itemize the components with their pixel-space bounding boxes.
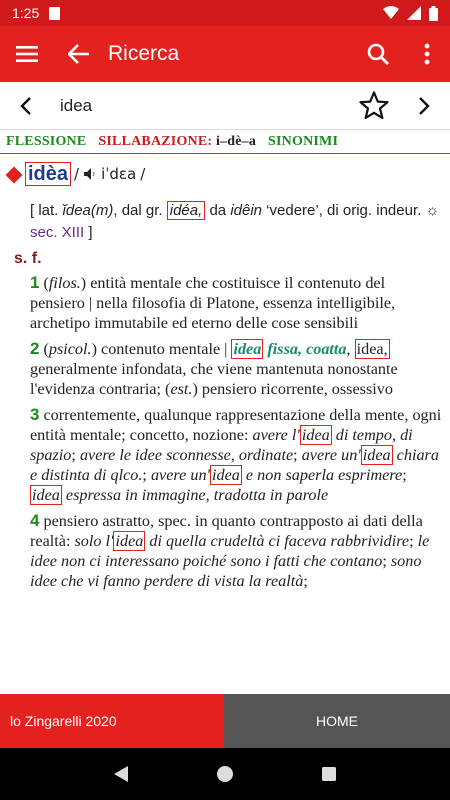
status-bar [0, 0, 450, 26]
phrase-highlight: fissa, coatta [263, 340, 347, 358]
current-word: idea [60, 95, 93, 115]
bottom-bar [0, 694, 450, 748]
diamond-icon [6, 167, 23, 184]
example: chiara e distinta di qlco. [30, 446, 439, 484]
chevron-left-icon [20, 97, 32, 115]
pronunciation [74, 165, 145, 183]
tab-inflection[interactable]: FLESSIONE [6, 134, 87, 149]
sense-domain: filos. [48, 274, 81, 292]
etym-close: ] [84, 224, 93, 241]
page-title: Ricerca [108, 42, 180, 65]
star-icon [359, 91, 389, 120]
entry-tabs [6, 134, 446, 150]
home-button[interactable]: HOME [224, 694, 450, 748]
sense-text: ; [409, 532, 418, 550]
idea-link[interactable]: idea [32, 486, 60, 504]
home-circle-icon[interactable] [216, 765, 234, 783]
system-nav-bar [0, 748, 450, 800]
etym-century: sec. XIII [30, 224, 85, 241]
app-bar [0, 26, 450, 82]
example: sono idee che vi fanno perdere di vista la realtà [30, 552, 422, 590]
etym-open: [ lat. [30, 202, 63, 219]
back-triangle-icon[interactable] [113, 765, 129, 783]
wifi-icon [383, 6, 399, 20]
more-vert-icon [424, 43, 430, 65]
example: avere un' [301, 446, 361, 464]
example: espressa in immagine, tradotta in parole [61, 486, 329, 504]
dictionary-entry [0, 156, 450, 694]
chevron-right-icon [418, 97, 430, 115]
search-button[interactable] [352, 26, 404, 82]
sense-number: 1 [30, 273, 40, 292]
arrow-left-icon [68, 44, 90, 64]
headword-line [8, 162, 145, 186]
search-icon [367, 43, 389, 65]
sense-text: ; [402, 466, 407, 484]
back-button[interactable] [54, 26, 104, 82]
sense-text: ; [71, 446, 80, 464]
sense-text: ( [43, 340, 49, 358]
sense-text: ; [142, 466, 151, 484]
etym-greek-link[interactable]: idéa, [167, 201, 206, 220]
recents-square-icon[interactable] [321, 766, 337, 782]
sense-text: ) pensiero ricorrente, ossessivo [192, 380, 393, 398]
signal-icon [407, 6, 421, 20]
idea-link[interactable]: idea, [356, 340, 388, 358]
sense-number: 3 [30, 405, 40, 424]
status-time: 1:25 [12, 5, 40, 21]
speaker-icon[interactable] [83, 167, 97, 181]
sun-icon: ☼ [425, 202, 440, 219]
etym-gr-intro: , dal gr. [113, 202, 167, 219]
sense-text: ; [382, 552, 391, 570]
sense-text: pensiero astratto, spec. in quanto contrapposto ai dati della realtà: [30, 512, 423, 550]
sense-text: , [346, 340, 355, 358]
headword: idèa [25, 162, 71, 186]
tabs-divider [0, 153, 450, 154]
example: e non saperla esprimere [241, 466, 403, 484]
idea-link[interactable]: idea [301, 426, 330, 444]
sense-domain: psicol. [48, 340, 92, 358]
sense-text: ; [293, 446, 302, 464]
sense-text: ) entità mentale che costituisce il contenuto del pensiero | nella filosofia di Platone, essenza intelligibile, archetipo immutabile ed eterno delle cose sensibili [30, 274, 396, 332]
sense-4 [30, 511, 442, 591]
idea-link[interactable]: idea [233, 340, 262, 358]
sense-text: correntemente, qualunque rappresentazione della mente, ogni entità mentale; concetto, nozione: [30, 406, 442, 444]
tab-synonyms[interactable]: SINONIMI [268, 134, 339, 149]
idea-link[interactable]: idea [115, 532, 144, 550]
example: di tempo, di spazio [30, 426, 413, 464]
favorite-button[interactable] [350, 82, 398, 130]
pron-ipa: iˈdɛa [101, 165, 137, 183]
example: avere l' [252, 426, 300, 444]
sense-3 [30, 405, 442, 505]
senses-list [30, 273, 442, 597]
etym-greek2: idêin [230, 202, 263, 219]
sense-1 [30, 273, 442, 333]
example: di quella crudeltà ci faceva rabbrividire [145, 532, 410, 550]
etymology [30, 200, 440, 244]
word-navigation [0, 82, 450, 130]
etym-from: da [205, 202, 231, 219]
sense-number: 4 [30, 511, 40, 530]
etym-rest: ‘vedere’, di orig. indeur. [262, 202, 426, 219]
sense-number: 2 [30, 339, 40, 358]
status-icons [383, 6, 438, 21]
idea-link[interactable]: idea [362, 446, 391, 464]
etym-latin: ĭdea(m) [62, 202, 114, 219]
hamburger-icon [16, 46, 38, 62]
sense-domain: est. [170, 380, 193, 398]
example: le idee non ci interessano poiché sono i fatti che contano [30, 532, 430, 570]
pron-slash-open: / [74, 165, 80, 183]
menu-button[interactable] [0, 26, 54, 82]
sense-text: generalmente infondata, che viene mantenuta nonostante l'evidenza contraria; ( [30, 360, 398, 398]
part-of-speech: s. f. [14, 250, 42, 267]
sense-2 [30, 339, 442, 399]
example: avere un' [150, 466, 210, 484]
brand-button[interactable]: lo Zingarelli 2020 [0, 694, 224, 748]
sense-text: ( [43, 274, 49, 292]
syllabation-value: i–dè–a [215, 134, 257, 149]
sense-text: ; [303, 572, 308, 590]
previous-word-button[interactable] [0, 82, 52, 130]
idea-link[interactable]: idea [212, 466, 240, 484]
sd-card-icon [49, 7, 60, 20]
next-word-button[interactable] [398, 82, 450, 130]
battery-icon [429, 6, 438, 21]
pron-slash-close: / [140, 165, 146, 183]
example: solo l' [74, 532, 114, 550]
overflow-menu-button[interactable] [404, 26, 450, 82]
sense-text: ) contenuto mentale | [91, 340, 232, 358]
example: avere le idee sconnesse, ordinate [79, 446, 294, 464]
tab-syllabation[interactable]: SILLABAZIONE: [98, 134, 213, 149]
